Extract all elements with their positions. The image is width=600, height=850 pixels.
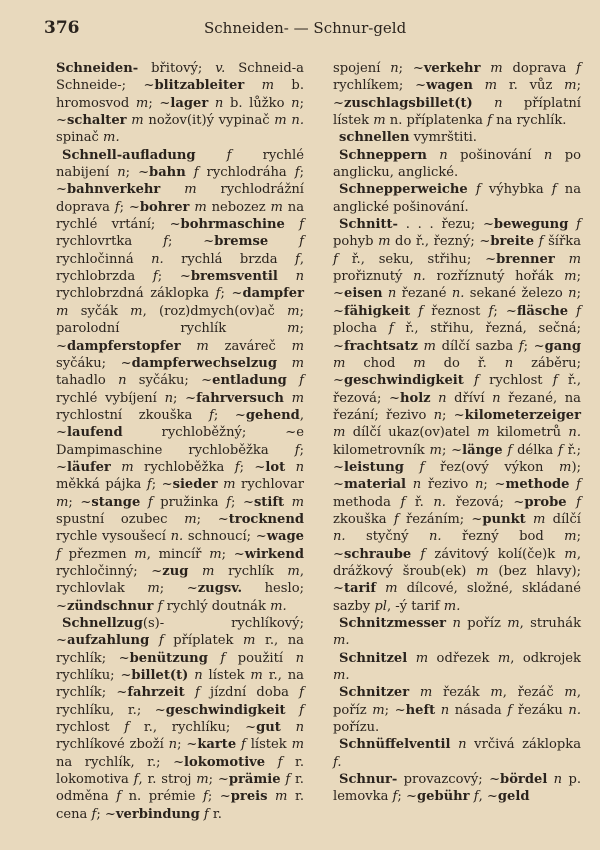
headword: gang: [544, 338, 581, 354]
headword: bördel: [500, 772, 548, 788]
grammar-tag: f: [285, 772, 291, 788]
headword: zündschnur: [66, 598, 154, 614]
headword: bahnverkehr: [66, 182, 161, 198]
headword: laufend: [66, 425, 123, 441]
grammar-tag: m: [287, 321, 300, 337]
grammar-tag: f: [146, 477, 152, 493]
headword: bohrmaschine: [180, 217, 285, 233]
headword: material: [343, 477, 407, 493]
headword: blitzableiter: [154, 78, 245, 94]
dictionary-entry: Schnepperweiche f výhybka f na anglické pošinování.: [333, 182, 581, 215]
grammar-tag: n: [295, 269, 304, 285]
grammar-tag: m: [373, 113, 386, 129]
headword: zug: [162, 563, 189, 579]
grammar-tag: m: [559, 459, 572, 475]
headword: gebühr: [416, 789, 470, 805]
headword: benützung: [129, 650, 208, 666]
headword: schraube: [343, 546, 412, 562]
headword: frachtsatz: [343, 338, 418, 354]
grammar-tag: m: [507, 616, 520, 631]
headword: stift: [253, 494, 285, 510]
dictionary-entry: Schnur- provazcový; ~bördel n p. lemovka f; ~gebühr f, ~geld: [333, 772, 581, 805]
grammar-tag: m: [564, 529, 577, 545]
left-column: [56, 60, 304, 823]
headword: wage: [266, 529, 304, 545]
grammar-tag: m: [209, 546, 222, 562]
grammar-tag: n.: [568, 425, 582, 441]
grammar-tag: m: [135, 95, 149, 111]
grammar-tag: m: [184, 511, 197, 527]
grammar-tag: f: [507, 442, 513, 458]
headword: Schnitzel: [339, 650, 408, 666]
grammar-tag: f: [392, 789, 398, 805]
grammar-tag: n: [553, 772, 563, 788]
headword: holz: [399, 390, 431, 406]
grammar-tag: f: [299, 702, 304, 718]
headword: gut: [256, 720, 281, 736]
grammar-tag: n: [118, 373, 127, 389]
grammar-tag: m: [385, 581, 398, 597]
grammar-tag: m: [477, 425, 490, 441]
headword: Schnellzug: [62, 616, 143, 631]
headword: entladung: [212, 373, 287, 389]
grammar-tag: n: [474, 477, 484, 493]
headword: länge: [462, 442, 503, 458]
grammar-tag: f: [133, 772, 139, 788]
headword: bewegung: [493, 217, 569, 233]
grammar-tag: n: [295, 459, 304, 475]
grammar-tag: n: [492, 390, 501, 406]
grammar-tag: n: [295, 650, 304, 666]
grammar-tag: f: [552, 373, 558, 389]
grammar-tag: n.: [170, 529, 184, 545]
grammar-tag: n: [390, 61, 399, 76]
headword: verkehr: [423, 61, 481, 76]
grammar-tag: m: [56, 303, 69, 319]
grammar-tag: n: [440, 702, 450, 718]
grammar-tag: f: [203, 789, 208, 805]
grammar-tag: m: [184, 182, 197, 198]
headword: gehend: [245, 407, 300, 423]
dictionary-entry: Schnüffelventil n vrčivá záklopka f.: [333, 737, 581, 770]
headword: heft: [405, 702, 436, 718]
grammar-tag: f: [333, 251, 338, 267]
grammar-tag: m: [291, 737, 304, 753]
headword: Schnitzer: [339, 685, 410, 701]
headword: fahrzeit: [127, 685, 185, 701]
headword: kilometerzeiger: [464, 407, 581, 423]
grammar-tag: n: [433, 407, 443, 423]
headword: Schneiden-: [56, 61, 139, 76]
grammar-tag: f: [420, 546, 426, 562]
grammar-tag: f: [193, 165, 199, 181]
grammar-tag: n.: [568, 702, 582, 718]
headword: Schneppern: [339, 147, 427, 163]
headword: billet(t): [131, 668, 189, 684]
grammar-tag: n: [164, 390, 173, 406]
grammar-tag: f: [277, 754, 283, 770]
grammar-tag: n: [214, 95, 224, 111]
headword: geld: [497, 789, 530, 805]
grammar-tag: m: [419, 685, 433, 701]
grammar-tag: m: [372, 702, 385, 718]
grammar-tag: m: [202, 563, 215, 579]
grammar-tag: f: [158, 633, 164, 649]
headword: aufzahlung: [66, 633, 150, 649]
grammar-tag: v.: [215, 61, 226, 76]
grammar-tag: n.: [428, 529, 442, 545]
running-head: Schneiden- — Schnur-geld: [204, 19, 407, 37]
grammar-tag: n: [458, 737, 467, 753]
grammar-tag: f: [220, 650, 226, 666]
headword: trocknend: [228, 511, 305, 527]
headword: bremsventil: [190, 269, 278, 285]
grammar-tag: f: [557, 442, 563, 458]
grammar-tag: n: [439, 147, 448, 163]
page-header: [44, 18, 572, 40]
grammar-tag: m: [568, 251, 582, 267]
grammar-tag: f: [56, 546, 61, 562]
headword: tarif: [343, 581, 377, 597]
grammar-tag: f: [124, 720, 130, 736]
grammar-tag: f: [576, 494, 581, 510]
grammar-tag: m: [333, 425, 346, 441]
grammar-tag: m: [130, 303, 143, 319]
headword: geschwindigkeit: [343, 373, 464, 389]
grammar-tag: m: [533, 511, 546, 527]
headword: schalter: [66, 113, 127, 129]
grammar-tag: m: [147, 581, 160, 597]
grammar-tag: m: [56, 494, 69, 510]
dictionary-entry: schnellen vymrštiti.: [339, 130, 477, 146]
dictionary-entry: Schnitzel m odřezek m, odkrojek m.: [333, 650, 581, 684]
grammar-tag: f.: [333, 754, 342, 770]
grammar-tag: m: [423, 338, 436, 354]
headword: karte: [197, 737, 237, 753]
grammar-tag: m: [291, 338, 304, 354]
grammar-tag: f: [226, 147, 232, 163]
grammar-tag: f: [294, 251, 300, 267]
grammar-tag: f: [215, 286, 221, 302]
grammar-tag: m: [270, 199, 283, 215]
headword: brenner: [496, 251, 555, 267]
grammar-tag: f: [576, 217, 581, 233]
grammar-tag: n: [452, 616, 461, 631]
grammar-tag: m.: [333, 668, 350, 684]
grammar-tag: n: [387, 286, 397, 302]
grammar-tag: n: [295, 720, 304, 736]
grammar-tag: m: [564, 78, 577, 94]
grammar-tag: f: [400, 494, 406, 510]
grammar-tag: m: [131, 113, 144, 129]
grammar-tag: f: [576, 477, 582, 493]
grammar-tag: f: [388, 321, 394, 337]
dictionary-entry: Schnellzug(s)- rychlíkový; ~aufzahlung f příplatek m r., na rychlík; ~benützung f použití n rychlíku; ~billet(t) n lístek m r., na rychlík; ~fahrzeit f jízdní doba f rychlíku, r.; ~geschwindigkeit f rychlost f r., rychlíku; ~gut n rychlíkové zboží n; ~karte f lístek m na rychlík, r.; ~lokomotive f r. lokomotiva f, r. stroj m; ~prämie f r. odměna f n. prémie f; ~preis m r. cena f; ~verbindung f r.: [56, 616, 304, 822]
headword: lot: [265, 459, 286, 475]
grammar-tag: f: [518, 338, 524, 354]
grammar-tag: m.: [333, 633, 350, 649]
headword: schnellen: [339, 130, 410, 146]
grammar-tag: f: [419, 459, 425, 475]
grammar-tag: m: [490, 685, 503, 701]
dictionary-entry: Schneiden- břitový; v. Schneid-a Schneide-; ~blitzableiter m b. hromosvod m; ~lager n b. lůžko n; ~schalter m nožov(it)ý vypinač m n. spinač m.: [56, 61, 304, 146]
grammar-tag: m: [497, 650, 511, 666]
grammar-tag: f: [576, 61, 582, 76]
dictionary-entry: Schnitzer m řezák m, řezáč m, poříz m; ~heft n násada f řezáku n. pořízu.: [333, 685, 582, 736]
grammar-tag: m: [564, 269, 577, 285]
grammar-tag: f: [91, 806, 97, 822]
headword: bahn: [149, 165, 186, 181]
grammar-tag: m n.: [274, 113, 304, 129]
grammar-tag: m: [291, 390, 304, 406]
headword: lokomotive: [184, 754, 266, 770]
grammar-tag: f: [473, 789, 479, 805]
headword: wagen: [426, 78, 473, 94]
headword: sieder: [172, 477, 218, 493]
headword: Schnitt-: [339, 217, 398, 233]
grammar-tag: m: [484, 78, 498, 94]
grammar-tag: f: [241, 737, 246, 753]
grammar-tag: n: [494, 95, 503, 111]
grammar-tag: f: [393, 511, 399, 527]
grammar-tag: f: [299, 234, 304, 250]
grammar-tag: f: [538, 234, 544, 250]
headword: methode: [505, 477, 570, 493]
grammar-tag: f: [152, 269, 158, 285]
headword: läufer: [66, 459, 111, 475]
grammar-tag: f: [203, 806, 209, 822]
headword: dampfer: [242, 286, 304, 302]
grammar-tag: n: [168, 737, 178, 753]
grammar-tag: m: [287, 563, 300, 579]
grammar-tag: f: [294, 442, 300, 458]
grammar-tag: pl: [374, 598, 387, 614]
headword: dampferstopfer: [66, 338, 181, 354]
grammar-tag: m: [287, 303, 300, 319]
grammar-tag: m.: [103, 130, 120, 146]
grammar-tag: m: [291, 355, 304, 371]
grammar-tag: n: [568, 286, 577, 302]
grammar-tag: m: [261, 78, 275, 94]
headword: Schnur-: [339, 772, 398, 788]
page-number: 376: [44, 18, 80, 38]
grammar-tag: f: [226, 494, 231, 510]
grammar-tag: m: [134, 546, 147, 562]
headword: wirkend: [244, 546, 304, 562]
grammar-tag: f: [116, 789, 122, 805]
grammar-tag: f: [147, 494, 153, 510]
grammar-tag: f: [418, 303, 424, 319]
grammar-tag: m: [250, 668, 263, 684]
headword: Schnell-aufladung: [62, 147, 196, 163]
headword: preis: [230, 789, 268, 805]
grammar-tag: f: [157, 598, 163, 614]
grammar-tag: m: [121, 459, 134, 475]
grammar-tag: m: [564, 546, 577, 562]
grammar-tag: f: [208, 407, 214, 423]
headword: stange: [91, 494, 141, 510]
grammar-tag: n.: [413, 269, 426, 285]
headword: breite: [490, 234, 535, 250]
dictionary-entry: spojení n; ~verkehr m doprava f rychlíkem; ~wagen m r. vůz m; ~zuschlagsbillet(t) n příplatní lístek m n. příplatenka f na rychlík.: [333, 61, 582, 129]
grammar-tag: n.: [451, 286, 465, 302]
grammar-tag: f: [488, 303, 494, 319]
grammar-tag: n: [438, 390, 447, 406]
grammar-tag: m: [564, 685, 577, 701]
headword: Schnüffelventil: [339, 737, 451, 753]
headword: leistung: [343, 459, 404, 475]
headword: punkt: [482, 511, 526, 527]
grammar-tag: m: [275, 789, 288, 805]
grammar-tag: f: [194, 685, 200, 701]
grammar-tag: m: [429, 442, 442, 458]
grammar-tag: n: [117, 165, 126, 181]
grammar-tag: n: [504, 355, 514, 371]
grammar-tag: m: [415, 650, 429, 666]
grammar-tag: n: [412, 477, 422, 493]
grammar-tag: f: [234, 459, 240, 475]
grammar-tag: f: [475, 182, 481, 198]
headword: Schnepperweiche: [339, 182, 468, 198]
grammar-tag: m: [490, 61, 503, 76]
grammar-tag: m: [223, 477, 236, 493]
grammar-tag: m: [378, 234, 391, 250]
grammar-tag: m: [196, 772, 209, 788]
headword: probe: [524, 494, 567, 510]
dictionary-entry: Schnitzmesser n poříz m, struhák m.: [333, 616, 582, 649]
grammar-tag: m.: [270, 598, 287, 614]
grammar-tag: f: [576, 303, 581, 319]
headword: fläsche: [516, 303, 569, 319]
headword: dampferwechselzug: [131, 355, 277, 371]
headword: geschwindigkeit: [165, 702, 286, 718]
grammar-tag: f: [163, 234, 168, 250]
dictionary-entry: Schnitt- . . . řezu; ~bewegung f pohyb m do ř., řezný; ~breite f šířka f ř., seku, střihu; ~brenner m prořiznutý n. rozříznutý hořák m; ~eisen n řezané n. sekané železo n; ~fähigkeit f řeznost f; ~fläsche f plocha f ř., střihu, řezná, sečná; ~frachtsatz m dílčí sazba f; ~gang m chod m do ř. n záběru; ~geschwindigkeit f rychlost f ř., řezová; ~holz n dříví n řezané, na řezání; řezivo n; ~kilometerzeiger m dílčí ukaz(ov)atel m kilometrů n. kilometrovník m; ~länge f délka f ř.; ~leistung f řez(ový výkon m); ~material n řezivo n; ~methode f methoda f ř. n. řezová; ~probe f zkouška f řezáním; ~punkt m dílčí n. styčný n. řezný bod m; ~schraube f závitový kolí(če)k m, drážkový šroub(ek) m (bez hlavy); ~tarif m dílcové, složné, skládané sazby pl, -ý tarif m.: [333, 217, 582, 614]
headword: eisen: [343, 286, 383, 302]
grammar-tag: m.: [443, 598, 461, 614]
grammar-tag: m: [333, 355, 346, 371]
grammar-tag: f: [294, 165, 300, 181]
grammar-tag: f: [299, 217, 304, 233]
grammar-tag: f: [299, 685, 304, 701]
headword: prämie: [228, 772, 281, 788]
grammar-tag: m: [476, 563, 489, 579]
grammar-tag: n.: [333, 529, 346, 545]
right-column: [333, 60, 581, 806]
headword: zugsv.: [197, 581, 243, 597]
grammar-tag: f: [474, 373, 479, 389]
headword: verbindung: [115, 806, 200, 822]
grammar-tag: n: [194, 668, 203, 684]
headword: bremse: [214, 234, 269, 250]
grammar-tag: f: [507, 702, 513, 718]
grammar-tag: m: [243, 633, 256, 649]
headword: lager: [170, 95, 209, 111]
headword: bohrer: [139, 199, 190, 215]
headword: fähigkeit: [343, 303, 411, 319]
grammar-tag: m: [413, 355, 426, 371]
dictionary-entry: Schnell-aufladung f rychlé nabijení n; ~bahn f rychlodráha f; ~bahnverkehr m rychlodrážní doprava f; ~bohrer m nebozez m na rychlé vrtání; ~bohrmaschine f rychlovrtka f; ~bremse f rychločinná n. rychlá brzda f, rychlobrzda f; ~bremsventil n rychlobrzdná záklopka f; ~dampfer m syčák m, (roz)dmych(ov)ač m; parolodní rychlík m; ~dampferstopfer m zaváreč m syčáku; ~dampferwechselzug m tahadlo n syčáku; ~entladung f rychlé vybíjení n; ~fahrversuch m rychlostní zkouška f; ~gehend, ~laufend rychloběžný; ~e Dampimaschine rychloběžka f; ~läufer m rychloběžka f; ~lot n měkká pájka f; ~sieder m rychlovar m; ~stange f pružinka f; ~stift m spustní ozubec m; ~trocknend rychle vysoušecí n. schnoucí; ~wage f přezmen m, mincíř m; ~wirkend rychločinný; ~zug m rychlík m, rychlovlak m; ~zugsv. heslo; ~zündschnur f rychlý doutnák m.: [56, 147, 305, 614]
grammar-tag: m: [194, 199, 207, 215]
dictionary-entry: Schneppern n pošinování n po anglicku, anglické.: [333, 147, 581, 181]
headword: Schnitzmesser: [339, 616, 447, 631]
grammar-tag: f: [551, 182, 557, 198]
grammar-tag: n: [543, 147, 553, 163]
grammar-tag: m: [291, 494, 304, 510]
grammar-tag: m: [196, 338, 209, 354]
grammar-tag: f: [487, 113, 492, 129]
headword: fahrversuch: [196, 390, 284, 406]
headword: zuschlagsbillet(t): [343, 95, 473, 111]
grammar-tag: f: [114, 199, 120, 215]
grammar-tag: n.: [433, 494, 446, 510]
grammar-tag: n: [291, 95, 300, 111]
grammar-tag: f: [299, 373, 304, 389]
grammar-tag: n.: [151, 251, 164, 267]
